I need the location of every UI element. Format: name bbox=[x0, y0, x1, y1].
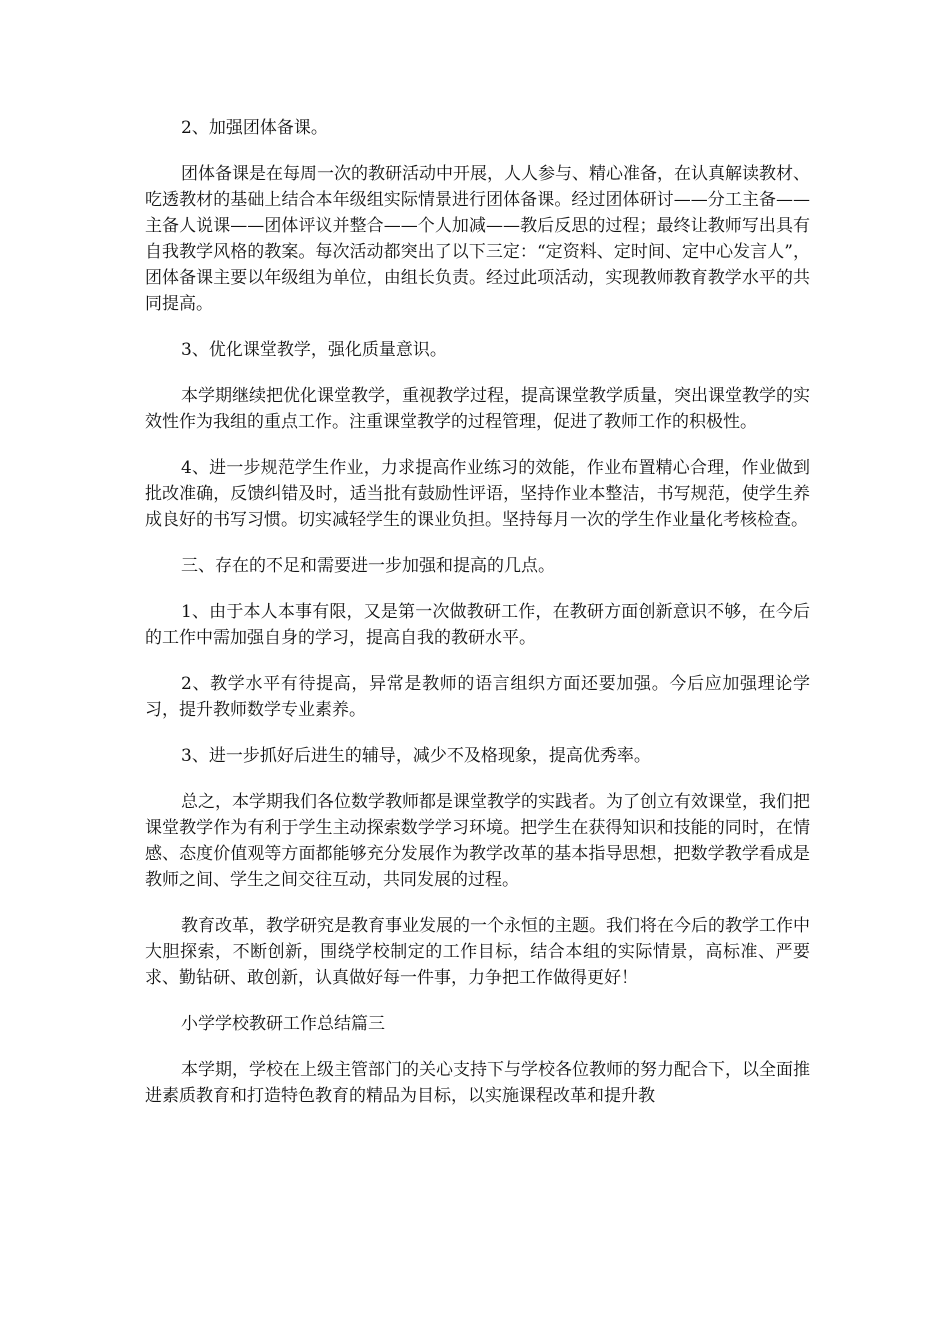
paragraph: 团体备课是在每周一次的教研活动中开展，人人参与、精心准备，在认真解读教材、吃透教材的基础上结合本年级组实际情景进行团体备课。经过团体研讨——分工主备——主备人说课——团体评议并整合——个人加减——教后反思的过程；最终让教师写出具有自我教学风格的教案。每次活动都突出了以下三定：“定资料、定时间、定中心发言人”，团体备课主要以年级组为单位，由组长负责。经过此项活动，实现教师教育教学水平的共同提高。 bbox=[145, 164, 810, 314]
article-title: 小学学校教研工作总结篇三 bbox=[181, 1014, 385, 1034]
paragraph: 总之，本学期我们各位数学教师都是课堂教学的实践者。为了创立有效课堂，我们把课堂教学作为有利于学生主动探索数学学习环境。把学生在获得知识和技能的同时，在情感、态度价值观等方面都能够充分发展作为教学改革的基本指导思想，把数学教学看成是教师之间、学生之间交往互动，共同发展的过程。 bbox=[145, 792, 810, 890]
paragraph: 本学期，学校在上级主管部门的关心支持下与学校各位教师的努力配合下，以全面推进素质教育和打造特色教育的精品为目标，以实施课程改革和提升教 bbox=[145, 1060, 810, 1106]
paragraph: 2、教学水平有待提高，异常是教师的语言组织方面还要加强。今后应加强理论学习，提升教师数学专业素养。 bbox=[145, 674, 810, 720]
paragraph: 1、由于本人本事有限，又是第一次做教研工作，在教研方面创新意识不够，在今后的工作中需加强自身的学习，提高自我的教研水平。 bbox=[145, 602, 810, 648]
paragraph: 教育改革，教学研究是教育事业发展的一个永恒的主题。我们将在今后的教学工作中大胆探索，不断创新，围绕学校制定的工作目标，结合本组的实际情景，高标准、严要求、勤钻研、敢创新，认真做好每一件事，力争把工作做得更好！ bbox=[145, 916, 810, 988]
paragraph: 2、加强团体备课。 bbox=[181, 118, 328, 138]
paragraph: 3、进一步抓好后进生的辅导，减少不及格现象，提高优秀率。 bbox=[181, 746, 651, 766]
paragraph: 3、优化课堂教学，强化质量意识。 bbox=[181, 340, 447, 360]
paragraph: 4、进一步规范学生作业，力求提高作业练习的效能，作业布置精心合理，作业做到批改准确，反馈纠错及时，适当批有鼓励性评语，坚持作业本整洁，书写规范，使学生养成良好的书写习惯。切实减轻学生的课业负担。坚持每月一次的学生作业量化考核检查。 bbox=[145, 458, 810, 530]
document-body bbox=[145, 115, 810, 1129]
paragraph: 本学期继续把优化课堂教学，重视教学过程，提高课堂教学质量，突出课堂教学的实效性作为我组的重点工作。注重课堂教学的过程管理，促进了教师工作的积极性。 bbox=[145, 386, 810, 432]
section-heading: 三、存在的不足和需要进一步加强和提高的几点。 bbox=[181, 556, 555, 576]
